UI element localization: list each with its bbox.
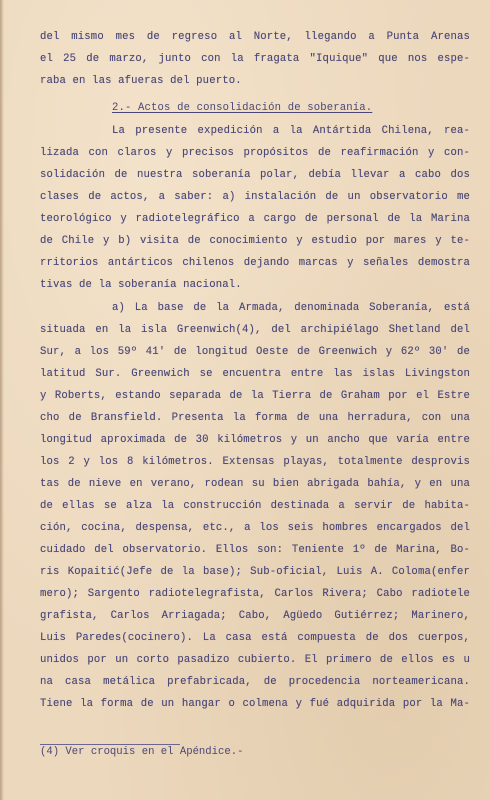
text-line: ris Kopaitić(Jefe de la base); Sub-oficial, Luis A. Coloma(enfer	[40, 566, 470, 579]
text-line: ción, cocina, despensa, etc., a los seis hombres encargados del	[40, 521, 470, 534]
text-line: clases de actos, a saber: a) instalación de un observatorio me	[40, 191, 470, 204]
text-line: cho de Bransfield. Presenta la forma de una herradura, con una	[40, 411, 470, 424]
text-line: Sur, a los 59º 41' de longitud Oeste de Greenwich y 62º 30' de	[40, 345, 470, 358]
document-body	[40, 26, 470, 715]
text-line: unidos por un corto pasadizo cubierto. El primero de ellos es u	[40, 654, 470, 667]
text-line: los 2 y los 8 kilómetros. Extensas playas, totalmente desprovis	[40, 455, 470, 468]
text-line: longitud aproximada de 30 kilómetros y un ancho que varía entre	[40, 433, 470, 446]
paragraph-first-line: La presente expedición a la Antártida Chilena, rea-	[112, 125, 470, 138]
text-line: de Chile y b) visita de conocimiento y estudio por mares y te-	[40, 235, 470, 248]
text-line: Luis Paredes(cocinero). La casa está compuesta de dos cuerpos,	[40, 632, 470, 645]
page-edge-shadow	[0, 0, 4, 800]
text-line: Tiene la forma de un hangar o colmena y fué adquirida por la Ma-	[40, 698, 470, 711]
footnote: (4) Ver croquis en el Apéndice.-	[40, 746, 244, 758]
paragraph-first-line: a) La base de la Armada, denominada Soberanía, está	[112, 301, 470, 314]
text-line: rritorios antárticos chilenos dejando marcas y señales demostra	[40, 257, 470, 270]
text-line: solidación de nuestra soberanía polar, debía llevar a cabo dos	[40, 169, 470, 182]
text-line: y Roberts, estando separada de la Tierra de Graham por el Estre	[40, 389, 470, 402]
text-line: el 25 de marzo, junto con la fragata "Iquique" que nos espe-	[40, 53, 470, 66]
text-line: mero); Sargento radiotelegrafista, Carlos Rivera; Cabo radiotele	[40, 588, 470, 601]
text-line: de ellas se alza la construcción destinada a servir de habita-	[40, 499, 470, 512]
section-heading-text: 2.- Actos de consolidación de soberanía.	[112, 102, 373, 115]
section-heading	[40, 92, 470, 120]
text-line: tivas de la soberanía nacional.	[40, 279, 242, 292]
text-line: teorológico y radiotelegráfico a cargo de personal de la Marina	[40, 213, 470, 226]
text-line: situada en la isla Greenwich(4), del archipiélago Shetland del	[40, 323, 470, 336]
text-line: del mismo mes de regreso al Norte, llegando a Punta Arenas	[40, 31, 470, 43]
text-line: latitud Sur. Greenwich se encuentra entre las islas Livingston	[40, 367, 470, 380]
text-line: lizada con claros y precisos propósitos de reafirmación y con-	[40, 147, 470, 160]
text-line: cuidado del observatorio. Ellos son: Teniente 1º de Marina, Bo-	[40, 544, 470, 557]
text-line: na casa metálica prefabricada, de procedencia norteamericana.	[40, 676, 470, 689]
text-line: grafista, Carlos Arriagada; Cabo, Agüedo Gutiérrez; Marinero,	[40, 610, 470, 623]
text-line: raba en las afueras del puerto.	[40, 75, 242, 88]
text-line: tas de nieve en verano, rodean su bien abrigada bahía, y en una	[40, 477, 470, 490]
